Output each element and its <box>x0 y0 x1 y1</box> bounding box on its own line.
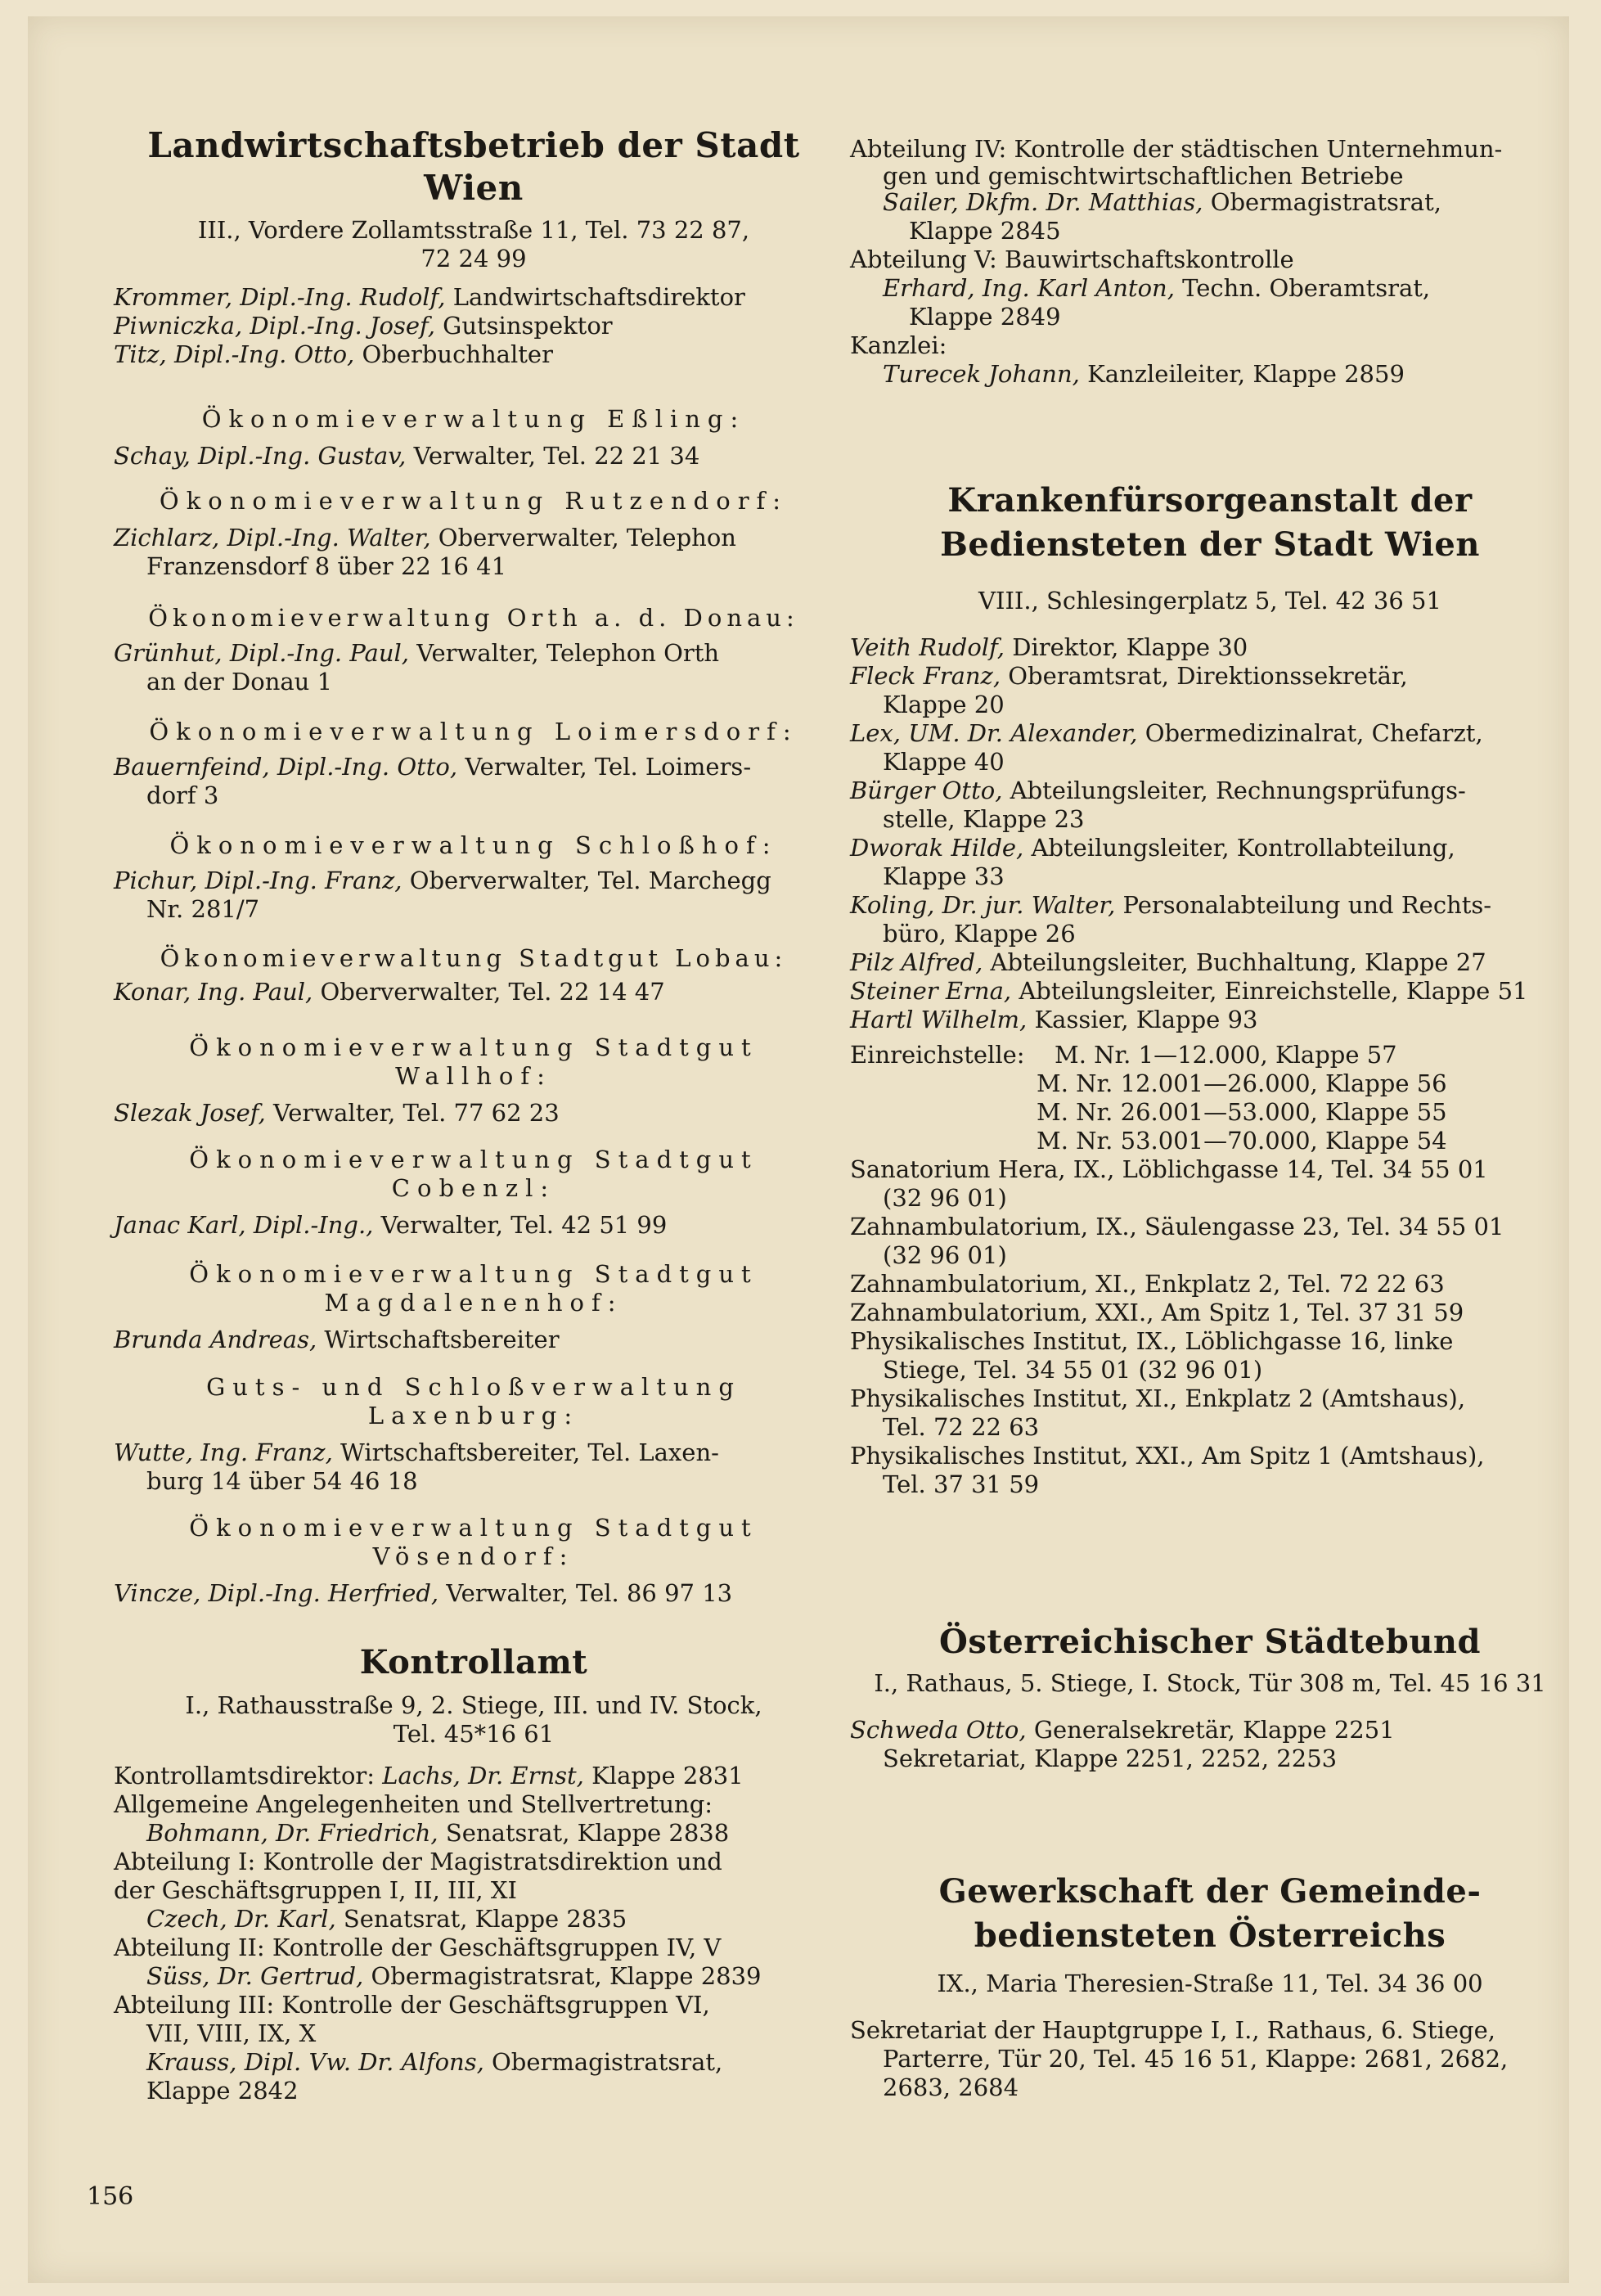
section-wallhof <box>114 1033 834 1128</box>
einreichstelle-label-cell <box>850 1041 1024 1155</box>
subsection-heading: Ökonomieverwaltung Rutzendorf: <box>159 487 789 515</box>
detail-line: Parterre, Tür 20, Tel. 45 16 51, Klappe: 2681, 2682, <box>883 2045 1509 2073</box>
einreichstelle-table <box>850 1041 1570 1155</box>
person-name: Janac Karl, Dipl.-Ing., <box>114 1211 374 1239</box>
person-name: Konar, Ing. Paul, <box>114 978 313 1006</box>
staff-entry <box>114 753 834 781</box>
staff-entry <box>114 1099 834 1128</box>
staff-entry <box>114 1579 834 1608</box>
page-number: 156 <box>87 2182 134 2211</box>
staff-entry <box>850 1716 1570 1745</box>
person-role: Obermagistratsrat, <box>492 2048 723 2076</box>
person-role: Oberamtsrat, Direktionssekretär, <box>1008 662 1408 690</box>
facility-entry: Physikalisches Institut, XI., Enkplatz 2 (Amtshaus), <box>850 1384 1466 1412</box>
detail-line: Klappe 2842 <box>146 2077 299 2105</box>
person-role: Abteilungsleiter, Buchhaltung, Klappe 27 <box>990 948 1486 976</box>
facility-entry: Zahnambulatorium, XXI., Am Spitz 1, Tel. 37 31 59 <box>850 1299 1464 1326</box>
einreichstelle-row: M. Nr. 12.001—26.000, Klappe 56 <box>1037 1069 1447 1097</box>
detail-line: Franzensdorf 8 über 22 16 41 <box>146 552 507 580</box>
facility-entry-cont: (32 96 01) <box>883 1241 1007 1269</box>
facility-entry: Zahnambulatorium, IX., Säulengasse 23, Tel. 34 55 01 <box>850 1213 1504 1240</box>
person-name: Erhard, Ing. Karl Anton, <box>883 274 1175 302</box>
person-name: Krommer, Dipl.-Ing. Rudolf, <box>114 283 446 311</box>
person-role: Verwalter, Telephon Orth <box>416 639 720 667</box>
person-name: Pichur, Dipl.-Ing. Franz, <box>114 867 402 894</box>
person-role: Verwalter, Tel. 77 62 23 <box>272 1099 560 1127</box>
subsection-heading: Cobenzl: <box>391 1174 556 1202</box>
staff-entry <box>114 524 834 552</box>
person-name: Zichlarz, Dipl.-Ing. Walter, <box>114 524 431 551</box>
staff-entry <box>114 2048 834 2077</box>
department-line: gen und gemischtwirtschaftlichen Betriebe <box>883 162 1404 190</box>
person-role: Techn. Oberamtsrat, <box>1182 274 1431 302</box>
subsection-heading: Wallhof: <box>395 1062 552 1090</box>
person-role: Oberverwalter, Tel. Marchegg <box>409 867 771 894</box>
person-name: Koling, Dr. jur. Walter, <box>850 891 1116 919</box>
subsection-heading: Laxenburg: <box>367 1402 580 1429</box>
person-role: Senatsrat, Klappe 2835 <box>343 1905 627 1933</box>
section-rutzendorf <box>114 487 834 581</box>
subsection-heading: Ökonomieverwaltung Stadtgut <box>189 1514 758 1542</box>
person-name: Bauernfeind, Dipl.-Ing. Otto, <box>114 753 458 781</box>
detail-line: Nr. 281/7 <box>146 895 260 923</box>
detail-line: an der Donau 1 <box>146 668 333 696</box>
person-role: Oberbuchhalter <box>362 340 553 368</box>
person-name: Schay, Dipl.-Ing. Gustav, <box>114 442 407 470</box>
subsection-heading: Ökonomieverwaltung Stadtgut <box>189 1033 758 1061</box>
section-title: Landwirtschaftsbetrieb der Stadt <box>147 125 800 165</box>
staff-entry <box>114 312 834 340</box>
person-role: Obermedizinalrat, Chefarzt, <box>1145 719 1483 747</box>
subsection-heading: Magdalenenhof: <box>324 1289 623 1317</box>
department-line: Allgemeine Angelegenheiten und Stellvertretung: <box>114 1790 713 1818</box>
department-line: Abteilung IV: Kontrolle der städtischen Unternehmun- <box>850 135 1503 163</box>
section-title: Bediensteten der Stadt Wien <box>940 525 1480 564</box>
subsection-heading: Ökonomieverwaltung Stadtgut <box>189 1146 758 1173</box>
section-loimersdorf <box>114 718 834 810</box>
person-role: Gutsinspektor <box>443 312 613 340</box>
facility-entry-cont: Tel. 37 31 59 <box>883 1470 1040 1498</box>
staff-entry <box>114 867 834 895</box>
person-name: Wutte, Ing. Franz, <box>114 1438 333 1466</box>
subsection-heading: Ökonomieverwaltung Stadtgut <box>189 1260 758 1288</box>
staff-entry <box>850 188 1570 217</box>
staff-entry <box>850 274 1570 303</box>
staff-entry <box>114 340 834 369</box>
detail-line: Sekretariat der Hauptgruppe I, I., Rathaus, 6. Stiege, <box>850 2016 1495 2044</box>
address: Tel. 45*16 61 <box>393 1720 555 1748</box>
detail-line: Klappe 33 <box>883 862 1005 890</box>
staff-entry <box>114 1326 834 1354</box>
person-name: Czech, Dr. Karl, <box>146 1905 336 1933</box>
staff-entry <box>114 1819 834 1848</box>
person-role: Verwalter, Tel. 86 97 13 <box>446 1579 733 1607</box>
department-line: VII, VIII, IX, X <box>146 2019 317 2047</box>
detail-line: 2683, 2684 <box>883 2073 1019 2101</box>
person-name: Steiner Erna, <box>850 977 1012 1005</box>
facility-entry: Physikalisches Institut, IX., Löblichgasse 16, linke <box>850 1327 1454 1355</box>
person-name: Lex, UM. Dr. Alexander, <box>850 719 1138 747</box>
person-name: Dworak Hilde, <box>850 834 1024 862</box>
facility-entry: Zahnambulatorium, XI., Enkplatz 2, Tel. 72 22 63 <box>850 1270 1445 1298</box>
einreichstelle-row: M. Nr. 1—12.000, Klappe 57 <box>1055 1041 1397 1069</box>
section-lobau <box>114 944 834 1006</box>
section-title: Kontrollamt <box>359 1643 588 1681</box>
staff-entry <box>850 777 1570 805</box>
subsection-heading: Vösendorf: <box>372 1542 575 1570</box>
person-role: Personalabteilung und Rechts- <box>1122 891 1492 919</box>
facility-entry: Sanatorium Hera, IX., Löblichgasse 14, Tel. 34 55 01 <box>850 1155 1488 1183</box>
address: I., Rathaus, 5. Stiege, I. Stock, Tür 308 m, Tel. 45 16 31 <box>874 1669 1546 1697</box>
person-role: Verwalter, Tel. Loimers- <box>465 753 752 781</box>
subsection-heading: Ökonomieverwaltung Loimersdorf: <box>149 718 798 745</box>
person-name: Brunda Andreas, <box>114 1326 317 1353</box>
address: VIII., Schlesingerplatz 5, Tel. 42 36 51 <box>978 587 1441 615</box>
section-schlosshof <box>114 831 834 924</box>
staff-entry <box>850 719 1570 748</box>
staff-entry <box>850 977 1570 1006</box>
person-name: Veith Rudolf, <box>850 633 1005 661</box>
staff-entry <box>114 442 834 470</box>
person-role: Obermagistratsrat, <box>1210 188 1441 216</box>
detail-line: stelle, Klappe 23 <box>883 805 1085 833</box>
person-name: Pilz Alfred, <box>850 948 983 976</box>
address: III., Vordere Zollamtsstraße 11, Tel. 73 22 87, <box>197 216 750 244</box>
person-role: Direktor, Klappe 30 <box>1012 633 1248 661</box>
department-line: Abteilung III: Kontrolle der Geschäftsgruppen VI, <box>114 1991 710 2019</box>
section-title: Krankenfürsorgeanstalt der <box>947 481 1473 520</box>
person-name: Hartl Wilhelm, <box>850 1006 1028 1033</box>
person-role: Abteilungsleiter, Kontrollabteilung, <box>1031 834 1455 862</box>
section-landwirtschaftsbetrieb <box>114 124 834 369</box>
staff-entry <box>850 891 1570 920</box>
einreichstelle-row: M. Nr. 26.001—53.000, Klappe 55 <box>1037 1098 1447 1126</box>
staff-entry <box>850 948 1570 977</box>
detail-line: Klappe 2849 <box>909 303 1061 331</box>
person-name: Slezak Josef, <box>114 1099 266 1127</box>
person-name: Titz, Dipl.-Ing. Otto, <box>114 340 355 368</box>
staff-entry <box>114 1962 834 1991</box>
section-cobenzl <box>114 1146 834 1240</box>
person-role: Kanzleileiter, Klappe 2859 <box>1087 360 1405 388</box>
person-role: Oberverwalter, Tel. 22 14 47 <box>320 978 665 1006</box>
section-title: Gewerkschaft der Gemeinde- <box>938 1872 1482 1911</box>
person-name: Lachs, Dr. Ernst, <box>382 1762 584 1790</box>
department-line: Abteilung V: Bauwirtschaftskontrolle <box>850 245 1294 273</box>
person-role: Obermagistratsrat, Klappe 2839 <box>371 1962 762 1990</box>
person-role: Abteilungsleiter, Rechnungsprüfungs- <box>1010 777 1466 804</box>
person-role: Wirtschaftsbereiter <box>324 1326 560 1353</box>
label: Kontrollamtsdirektor: <box>114 1762 376 1790</box>
section-title: bediensteten Österreichs <box>974 1916 1446 1955</box>
department-line: Kanzlei: <box>850 331 947 359</box>
section-title: Wien <box>424 168 524 208</box>
section-title: Österreichischer Städtebund <box>939 1623 1481 1661</box>
department-line: Abteilung I: Kontrolle der Magistratsdirektion und <box>114 1848 722 1875</box>
staff-entry <box>850 1006 1570 1034</box>
staff-entry <box>850 360 1570 389</box>
facility-entry-cont: Stiege, Tel. 34 55 01 (32 96 01) <box>883 1356 1263 1384</box>
section-laxenburg <box>114 1373 834 1496</box>
facility-entry-cont: (32 96 01) <box>883 1184 1007 1212</box>
person-name: Süss, Dr. Gertrud, <box>146 1962 364 1990</box>
staff-entry <box>114 283 834 312</box>
person-name: Bohmann, Dr. Friedrich, <box>146 1819 438 1847</box>
detail-line: büro, Klappe 26 <box>883 920 1076 948</box>
staff-entry <box>114 1438 834 1467</box>
staff-entry <box>114 1905 834 1934</box>
facility-entry: Physikalisches Institut, XXI., Am Spitz 1 (Amtshaus), <box>850 1442 1485 1470</box>
person-name: Bürger Otto, <box>850 777 1003 804</box>
staff-entry <box>850 662 1570 691</box>
person-role: Verwalter, Tel. 42 51 99 <box>380 1211 668 1239</box>
detail-line: Sekretariat, Klappe 2251, 2252, 2253 <box>883 1745 1338 1772</box>
person-name: Piwniczka, Dipl.-Ing. Josef, <box>114 312 435 340</box>
address: 72 24 99 <box>420 245 527 272</box>
detail-line: Klappe 40 <box>883 748 1005 776</box>
extension: Klappe 2831 <box>591 1762 744 1790</box>
person-role: Generalsekretär, Klappe 2251 <box>1033 1716 1395 1744</box>
subsection-heading: Ökonomieverwaltung Eßling: <box>201 405 746 433</box>
section-kontrollamt <box>114 1641 834 2105</box>
detail-line: Klappe 2845 <box>909 217 1061 245</box>
section-magdalenenhof <box>114 1260 834 1354</box>
person-name: Turecek Johann, <box>883 360 1080 388</box>
director-line <box>114 1762 834 1790</box>
person-name: Grünhut, Dipl.-Ing. Paul, <box>114 639 410 667</box>
subsection-heading: Ökonomieverwaltung Stadtgut Lobau: <box>160 944 788 972</box>
staff-list <box>850 633 1570 1034</box>
detail-line: Klappe 20 <box>883 691 1005 718</box>
person-name: Sailer, Dkfm. Dr. Matthias, <box>883 188 1203 216</box>
section-staedtebund <box>850 1620 1570 1773</box>
staff-entry <box>114 639 834 668</box>
person-name: Krauss, Dipl. Vw. Dr. Alfons, <box>146 2048 484 2076</box>
person-role: Landwirtschaftsdirektor <box>452 283 745 311</box>
subsection-heading: Ökonomieverwaltung Orth a. d. Donau: <box>148 604 799 632</box>
person-name: Schweda Otto, <box>850 1716 1027 1744</box>
section-kontrollamt-continued <box>850 135 1570 389</box>
detail-line: dorf 3 <box>146 781 219 809</box>
person-role: Kassier, Klappe 93 <box>1034 1006 1258 1033</box>
address: I., Rathausstraße 9, 2. Stiege, III. und IV. Stock, <box>185 1691 762 1719</box>
staff-entry <box>850 834 1570 862</box>
person-role: Wirtschaftsbereiter, Tel. Laxen- <box>340 1438 719 1466</box>
person-role: Senatsrat, Klappe 2838 <box>445 1819 730 1847</box>
detail-line: burg 14 über 54 46 18 <box>146 1467 418 1495</box>
facility-entry-cont: Tel. 72 22 63 <box>883 1413 1040 1441</box>
person-role: Verwalter, Tel. 22 21 34 <box>413 442 700 470</box>
section-essling <box>114 405 834 470</box>
subsection-heading: Guts- und Schloßverwaltung <box>206 1373 741 1401</box>
section-orth <box>114 604 834 696</box>
einreichstelle-row: M. Nr. 53.001—70.000, Klappe 54 <box>1037 1127 1447 1155</box>
person-role: Abteilungsleiter, Einreichstelle, Klappe 51 <box>1019 977 1528 1005</box>
staff-entry <box>114 1211 834 1240</box>
department-line: Abteilung II: Kontrolle der Geschäftsgruppen IV, V <box>114 1934 722 1961</box>
address: IX., Maria Theresien-Straße 11, Tel. 34 36 00 <box>937 1970 1483 1997</box>
facility-list <box>850 1155 1570 1499</box>
page <box>28 16 1569 2283</box>
person-name: Vincze, Dipl.-Ing. Herfried, <box>114 1579 439 1607</box>
staff-entry <box>850 633 1570 662</box>
person-name: Fleck Franz, <box>850 662 1001 690</box>
subsection-heading: Ökonomieverwaltung Schloßhof: <box>169 831 778 859</box>
einreichstelle-values <box>1024 1041 1447 1155</box>
department-line: der Geschäftsgruppen I, II, III, XI <box>114 1876 517 1904</box>
staff-entry <box>114 978 834 1006</box>
einreichstelle-label: Einreichstelle: <box>850 1041 1025 1069</box>
section-voesendorf <box>114 1514 834 1608</box>
section-gewerkschaft <box>850 1870 1570 2102</box>
section-krankenfuersorgeanstalt <box>850 479 1570 1499</box>
person-role: Oberverwalter, Telephon <box>438 524 736 551</box>
